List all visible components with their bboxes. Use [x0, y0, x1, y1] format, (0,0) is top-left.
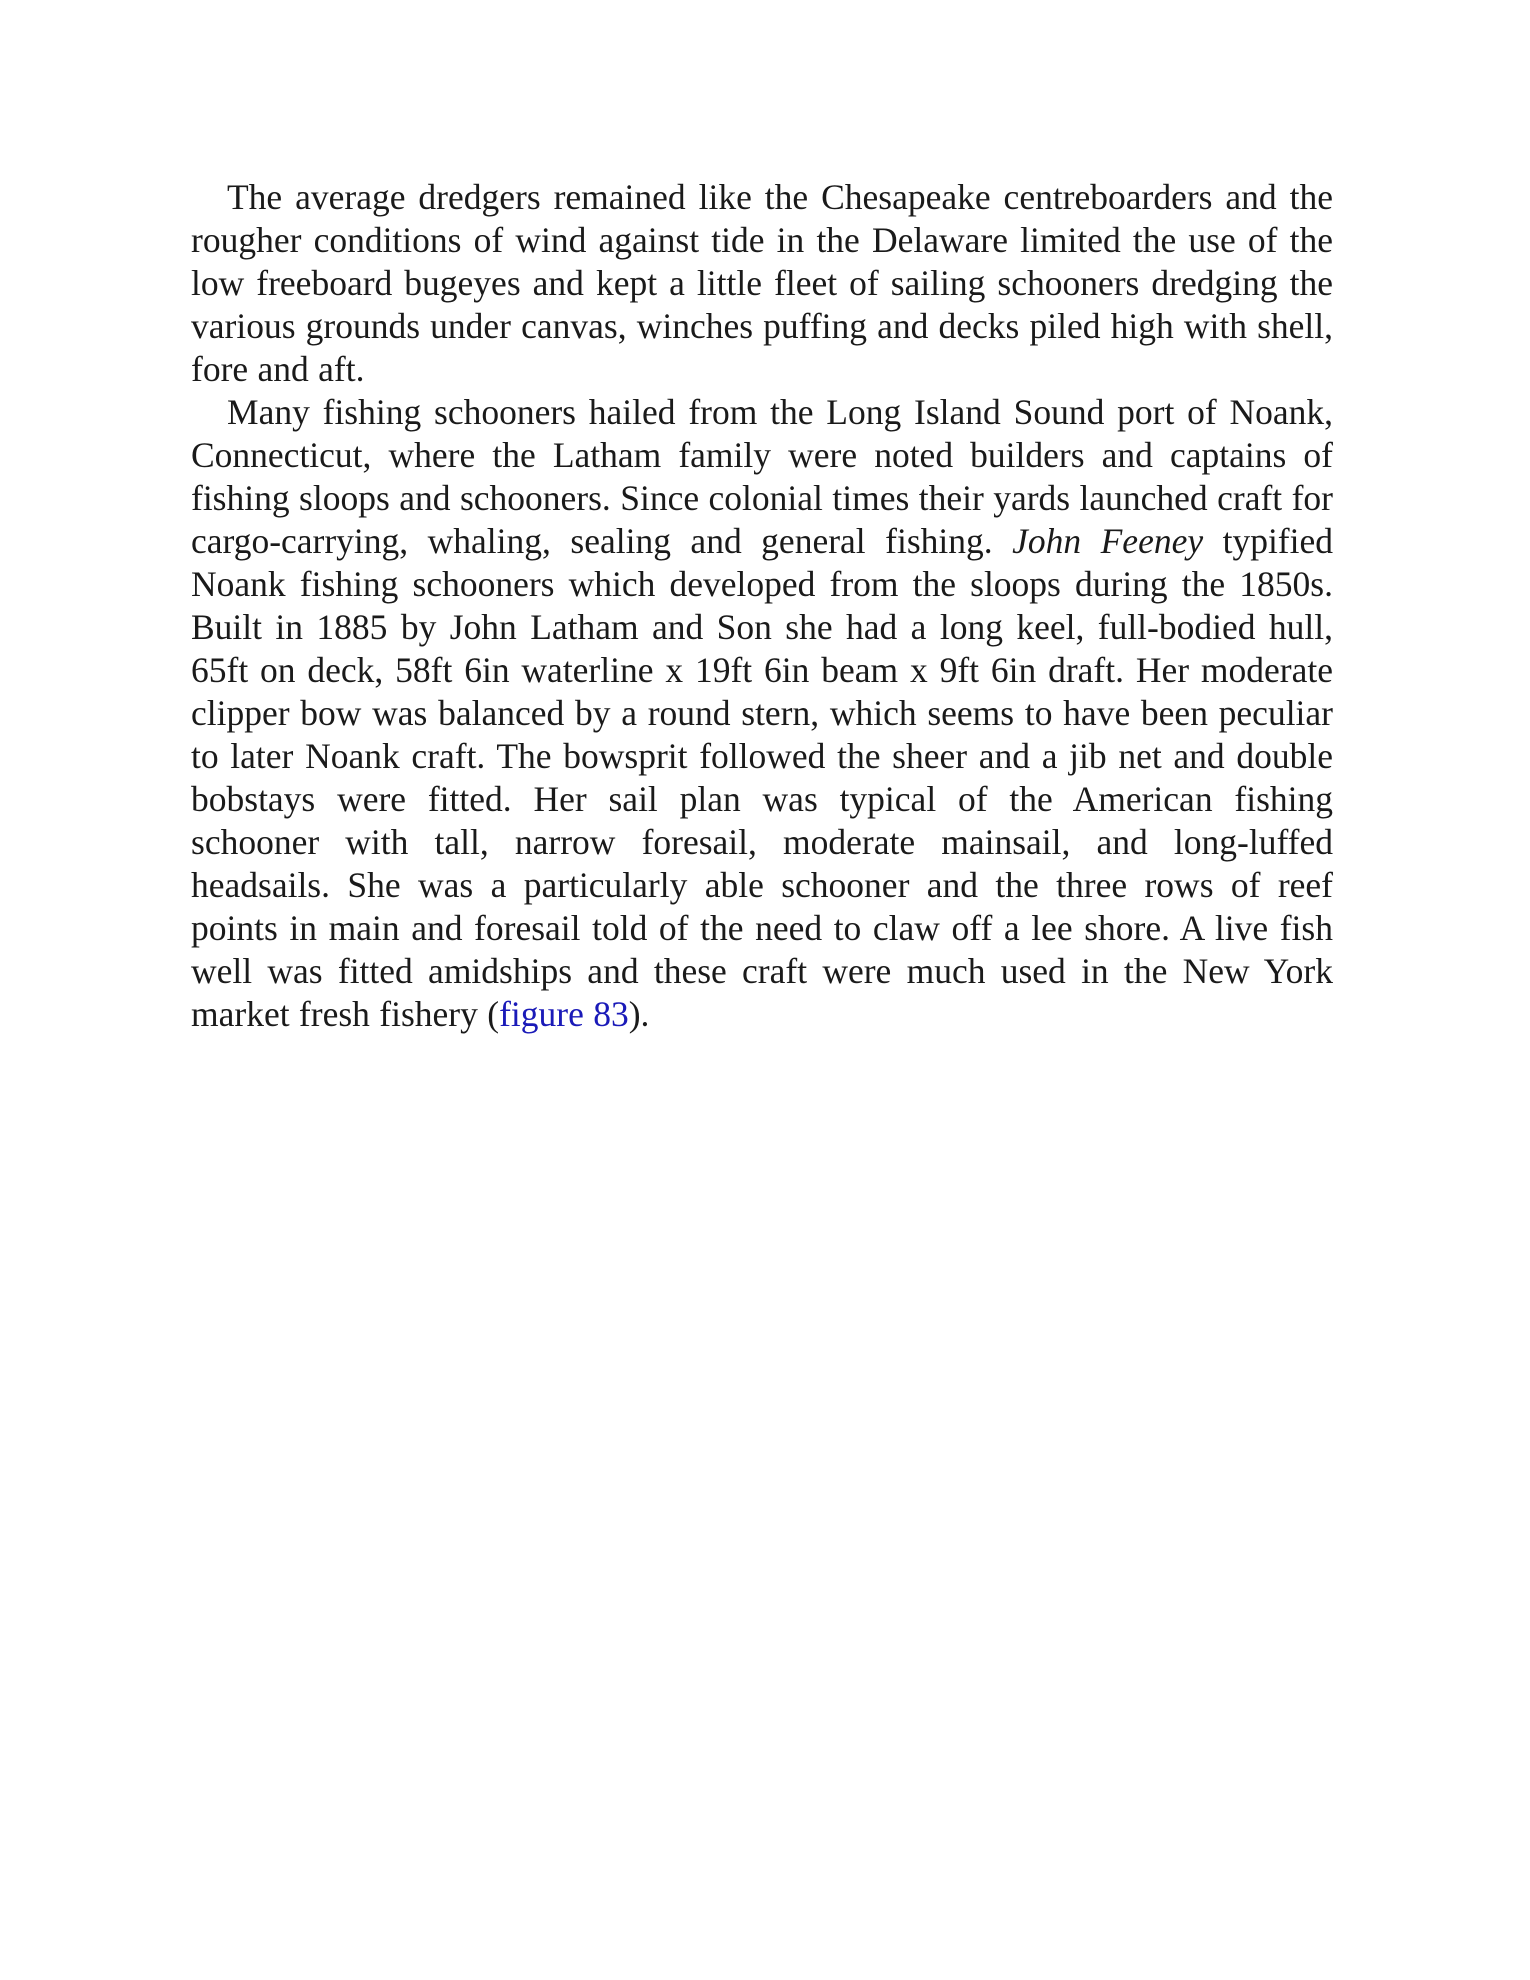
- figure-83-link[interactable]: figure 83: [499, 994, 629, 1034]
- paragraph-dredgers: [191, 176, 1333, 391]
- paragraph-noank-closing: ).: [628, 994, 650, 1034]
- paragraph-noank-schooners: [191, 391, 1333, 1036]
- paragraph-noank-text-end: typified Noank fishing schooners which developed from the sloops during the 1850s. Built in 1885 by John Latham and Son she had a long keel, full-bodied hull, 65ft on deck, 58ft 6in waterline x 19ft 6in beam x 9ft 6in draft. Her moderate clipper bow was balanced by a round stern, which seems to have been peculiar to later Noank craft. The bowsprit followed the sheer and a jib net and double bobstays were fitted. Her sail plan was typical of the American fishing schooner with tall, narrow foresail, moderate mainsail, and long-luffed headsails. She was a particularly able schooner and the three rows of reef points in main and foresail told of the need to claw off a lee shore. A live fish well was fitted amidships and these craft were much used in the New York market fresh fishery (: [191, 521, 1334, 1034]
- paragraph-dredgers-text: The average dredgers remained like the Chesapeake centreboarders and the rougher conditions of wind against tide in the Delaware limited the use of the low freeboard bugeyes and kept a little fleet of sailing schooners dredging the various grounds under canvas, winches puffing and decks piled high with shell, fore and aft.: [191, 177, 1333, 389]
- body-text: [191, 176, 1333, 1036]
- vessel-name-john-feeney: John Feeney: [1012, 521, 1204, 561]
- paragraph-noank-text-start: Many fishing schooners hailed from the Long Island Sound port of Noank, Connecticut, where the Latham family were noted builders and captains of fishing sloops and schooners. Since colonial times their yards launched craft for cargo-carrying, whaling, sealing and general fishing.: [191, 392, 1333, 561]
